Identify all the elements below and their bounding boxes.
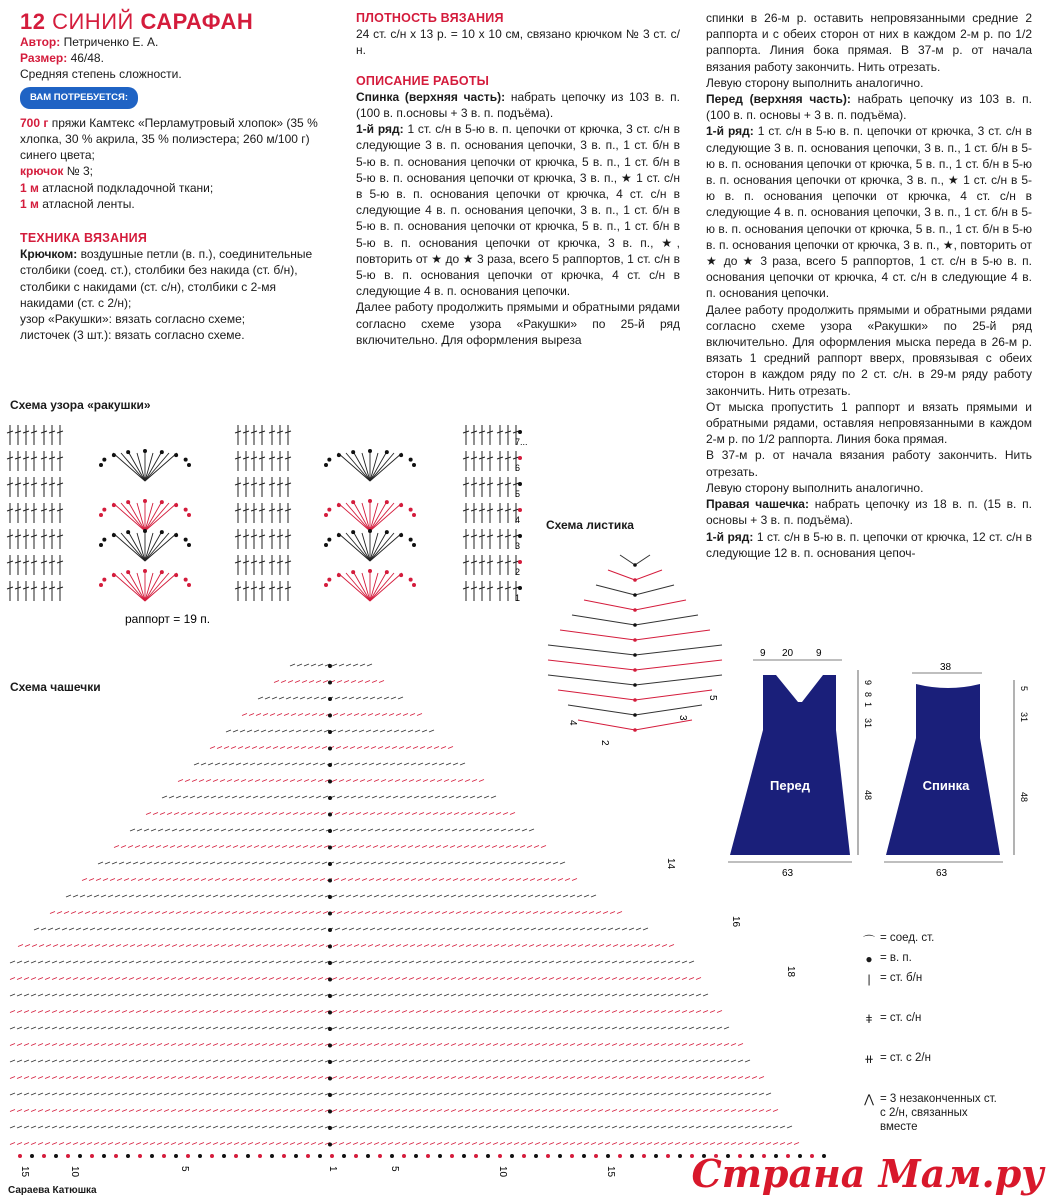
- legend-row: ● = в. п.: [854, 950, 1004, 970]
- shells-scheme-title: Схема узора «ракушки»: [10, 398, 151, 412]
- front-side-48: 48: [863, 790, 873, 801]
- back-side-48: 48: [1019, 792, 1029, 803]
- svg-text:4: 4: [567, 720, 578, 726]
- technique-heading: ТЕХНИКА ВЯЗАНИЯ: [20, 231, 148, 246]
- site-watermark: Страна Мам.ру: [691, 1151, 1044, 1196]
- back-neckline: спинки в 26-м р. оставить непровязанными средние 2 раппорта и с обеих сторон от них в каждом 2-м р. по 1/2 раппорта. Линия бока прямая. В 37-м р. от начала вязания работу закончить. Нить отрезать.: [706, 11, 1032, 74]
- svg-text:10: 10: [69, 1166, 80, 1178]
- back-left-side: Левую сторону выполнить аналогично.: [706, 75, 924, 90]
- back-label: Спинка: [922, 778, 970, 793]
- slip-stitch-icon: ⌒: [862, 934, 875, 948]
- svg-text:15: 15: [605, 1166, 616, 1178]
- shells-scheme: [0, 415, 545, 627]
- difficulty-line: Средняя степень сложности.: [20, 67, 182, 82]
- density-text: 24 ст. с/н х 13 р. = 10 х 10 см, связано крючком № 3 ст. с/н.: [356, 27, 680, 58]
- double-crochet-icon: ǂ: [865, 1012, 873, 1026]
- hook-line: крючок № 3;: [20, 164, 93, 179]
- svg-text:7...: 7...: [515, 437, 528, 447]
- back-side-31: 31: [1019, 712, 1029, 723]
- page-title: 12 СИНИЙ САРАФАН: [20, 9, 254, 34]
- treble-crochet-icon: ⧺: [863, 1052, 875, 1066]
- svg-text:2: 2: [515, 567, 521, 577]
- back-side-5: 5: [1019, 686, 1029, 692]
- front-left-side: Левую сторону выполнить аналогично.: [706, 480, 924, 495]
- legend-row: ǂ = ст. с/н: [854, 1010, 1004, 1050]
- technique-hook: Крючком: воздушные петли (в. п.), соединительные столбики (соед. ст.), столбики без накида (ст. б/н), столбики с накидами (ст. с/н), столбики с 2-мя накидами (ст. с 2/н);: [20, 247, 313, 310]
- svg-text:18: 18: [785, 966, 796, 978]
- svg-text:10: 10: [497, 1166, 508, 1178]
- svg-text:16: 16: [730, 916, 741, 928]
- cluster-icon: ⋀: [864, 1092, 874, 1106]
- front-top-mid: 20: [782, 648, 794, 659]
- front-top-right: 9: [816, 648, 822, 659]
- front-side-8: 8: [863, 692, 873, 698]
- back-top: 38: [940, 662, 952, 673]
- front-top-left: 9: [760, 648, 766, 659]
- repeat-label: раппорт = 19 п.: [125, 612, 211, 626]
- dress-pattern: [718, 640, 1038, 880]
- symbol-legend: [854, 930, 1004, 1150]
- front-side-31: 31: [863, 718, 873, 729]
- cup-row1: 1-й ряд: 1 ст. с/н в 5-ю в. п. цепочки от крючка, 12 ст. с/н в следующие 12 в. п. основания цепоч-: [706, 529, 1032, 560]
- svg-text:6: 6: [515, 463, 521, 473]
- svg-text:14: 14: [665, 858, 676, 870]
- materials-badge: ВАМ ПОТРЕБУЕТСЯ:: [20, 87, 138, 109]
- legend-row: ⌒ = соед. ст.: [854, 930, 1004, 950]
- svg-text:2: 2: [599, 740, 610, 746]
- cup-cast-on: Правая чашечка: набрать цепочку из 18 в. п. (15 в. п. основы + 3 в. п. подъёма).: [706, 497, 1032, 528]
- lining-line: 1 м атласной подкладочной ткани;: [20, 180, 214, 195]
- back-upper: Спинка (верхняя часть): набрать цепочку из 103 в. п. (100 в. п.основы + 3 в. п. подъёма).: [356, 89, 680, 121]
- photo-credit: Сараева Катюшка: [8, 1185, 97, 1196]
- front-label: Перед: [770, 778, 810, 793]
- legend-row: ⧺ = ст. с 2/н: [854, 1050, 1004, 1090]
- technique-leaf: листочек (3 шт.): вязать согласно схеме.: [20, 328, 245, 343]
- front-continue: Далее работу продолжить прямыми и обратными рядами согласно схеме узора «Ракушки» по 25-й ряд включительно. Для оформления мыска переда в 26-м р. вязать 1 средний раппорт вверх, провязывая с обеих сторон в каждом ряду по 2 ст. с/н. в 29-м ряду работу закончить. Нить отрезать.: [706, 302, 1032, 398]
- front-side-9: 9: [863, 680, 873, 686]
- svg-text:4: 4: [515, 515, 521, 525]
- back-bottom: 63: [936, 868, 948, 879]
- svg-text:5: 5: [179, 1166, 190, 1172]
- yarn-line: 700 г пряжи Камтекс «Перламутровый хлопок» (35 % хлопка, 30 % акрила, 35 % полиэстера; 260 м/100 г) синего цвета;: [20, 115, 318, 163]
- front-piece: [730, 675, 850, 855]
- description-heading: ОПИСАНИЕ РАБОТЫ: [356, 73, 490, 88]
- front-side: От мыска пропустить 1 раппорт и вязать прямыми и обратными рядами, оставляя непровязанными в каждом 2-м р. по 1/2 раппорта. Линия бока прямая.: [706, 399, 1032, 447]
- svg-text:3: 3: [677, 715, 688, 721]
- column-left: [20, 10, 332, 343]
- size-line: Размер: 46/48.: [20, 51, 104, 66]
- svg-text:1: 1: [327, 1166, 338, 1172]
- technique-shells: узор «Ракушки»: вязать согласно схеме;: [20, 312, 246, 327]
- cup-scheme-title: Схема чашечки: [10, 680, 101, 694]
- single-crochet-icon: |: [867, 972, 871, 986]
- front-row1: 1-й ряд: 1 ст. с/н в 5-ю в. п. цепочки от крючка, 3 ст. с/н в следующие 3 в. п. основания цепочки, 3 в. п., 1 ст. б/н в 5-ю в. п. основания цепочки от крючка, 5 в. п., 1 ст. б/н в 5-ю в. п. основания цепочки от крючка, 3 в. п., ★ 1 ст. с/н в 5-ю в. п. основания цепочки от крючка, 4 ст. с/н в следующие 4 в. п. основания цепочки, 3 в. п., 1 ст. б/н в 5-ю в. п. основания цепочки от крючка, 5 в. п., 1 ст. б/н в 5-ю в. п. основания цепочки от крючка, 3 в. п., ★, повторить от ★ до ★ 3 раза, всего 5 раппортов, 1 ст. с/н в 5-ю в. п. основания цепочки от крючка, 4 ст. с/н в следующие 4 в. п. основания цепочки.: [706, 124, 1032, 301]
- column-middle: [356, 10, 680, 348]
- front-side-1: 1: [863, 702, 873, 708]
- ribbon-line: 1 м атласной ленты.: [20, 196, 135, 211]
- author-line: Автор: Петриченко Е. А.: [20, 35, 159, 49]
- front-bottom: 63: [782, 868, 794, 879]
- legend-row: | = ст. б/н: [854, 970, 1004, 1010]
- svg-text:5: 5: [707, 695, 718, 701]
- back-piece: [886, 684, 1000, 855]
- svg-text:5: 5: [389, 1166, 400, 1172]
- back-row1: 1-й ряд: 1 ст. с/н в 5-ю в. п. цепочки от крючка, 3 ст. с/н в следующие 3 в. п. основания цепочки, 3 в. п., 1 ст. б/н в 5-ю в. п. основания цепочки от крючка, 5 в. п., 1 ст. б/н в 5-ю в. п. основания цепочки от крючка, 3 в. п., ★ 1 ст. с/н в 5-ю в. п. основания цепочки от крючка, 4 ст. с/н в следующие 4 в. п. основания цепочки, 3 в. п., 1 ст. б/н в 5-ю в. п. основания цепочки от крючка, 5 в. п., 1 ст. б/н в 5-ю в. п. основания цепочки от крючка, 3 в. п., ★, повторить от ★ до ★ 3 раза, всего 5 раппортов, 1 ст. с/н в 5-ю в. п. основания цепочки от крючка, 4 ст. с/н в следующие 4 в. п. основания цепочки.: [356, 122, 680, 299]
- back-continue: Далее работу продолжить прямыми и обратными рядами согласно схеме узора «Ракушки» по 25-й ряд включительно. Для оформления выреза: [356, 300, 680, 347]
- legend-row: ⋀ = 3 незаконченных ст. с 2/н, связанных вместе: [854, 1090, 1004, 1150]
- front-upper: Перед (верхняя часть): набрать цепочку из 103 в. п. (100 в. п. основы + 3 в. п. подъёма).: [706, 92, 1032, 123]
- front-end: В 37-м р. от начала вязания работу закончить. Нить отрезать.: [706, 448, 1032, 479]
- svg-text:1: 1: [515, 593, 521, 603]
- leaf-scheme-title: Схема листика: [546, 518, 634, 532]
- chain-icon: ●: [865, 952, 873, 966]
- density-heading: ПЛОТНОСТЬ ВЯЗАНИЯ: [356, 11, 504, 25]
- column-right: [706, 10, 1032, 561]
- svg-text:5: 5: [515, 489, 521, 499]
- svg-text:15: 15: [19, 1166, 30, 1178]
- svg-text:3: 3: [515, 541, 521, 551]
